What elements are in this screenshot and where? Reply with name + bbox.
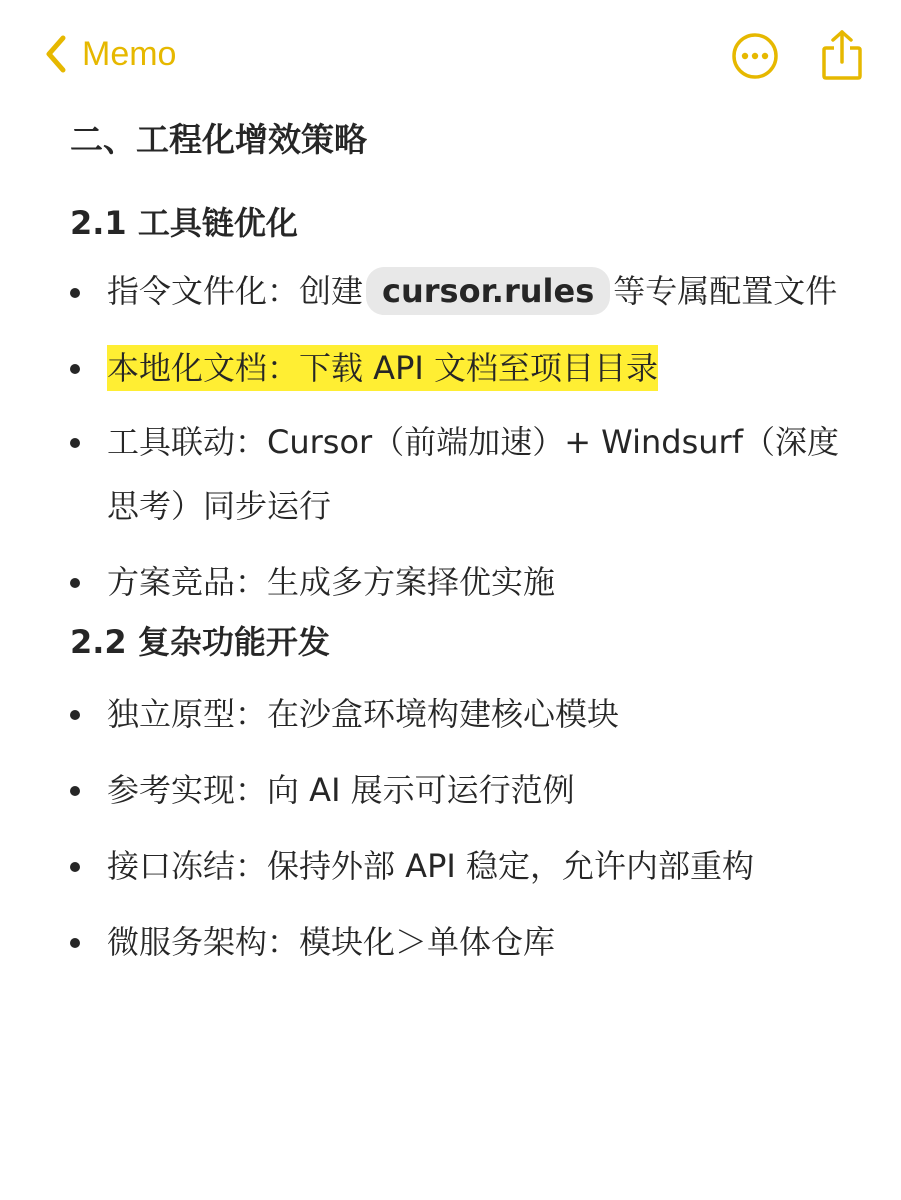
list-item: 指令文件化：创建 cursor.rules 等专属配置文件	[70, 260, 870, 322]
share-button[interactable]	[820, 28, 864, 82]
bullet-icon	[70, 578, 80, 588]
list-item: 独立原型：在沙盒环境构建核心模块	[70, 682, 870, 746]
list-item: 工具联动：Cursor（前端加速）+ Windsurf（深度思考）同步运行	[70, 410, 870, 538]
bullet-icon	[70, 710, 80, 720]
share-icon	[820, 67, 864, 86]
bullet-icon	[70, 862, 80, 872]
inline-code: cursor.rules	[366, 267, 610, 315]
bullet-icon	[70, 288, 80, 298]
bullet-icon	[70, 786, 80, 796]
bullet-list	[70, 260, 870, 614]
ellipsis-circle-icon	[731, 65, 779, 84]
bullet-list	[70, 682, 870, 974]
back-button[interactable]	[44, 28, 176, 80]
list-item: 微服务架构：模块化＞单体仓库	[70, 910, 870, 974]
list-item: 方案竞品：生成多方案择优实施	[70, 550, 870, 614]
navigation-bar	[0, 0, 901, 110]
section-title: 2.1 工具链优化	[70, 204, 298, 242]
bullet-icon	[70, 364, 80, 374]
back-label: Memo	[82, 34, 177, 73]
bullet-icon	[70, 938, 80, 948]
chevron-left-icon	[44, 34, 68, 74]
section-title: 2.2 复杂功能开发	[70, 623, 330, 661]
note-heading: 二、工程化增效策略	[70, 120, 367, 159]
more-options-button[interactable]	[731, 32, 779, 80]
list-item: 参考实现：向 AI 展示可运行范例	[70, 758, 870, 822]
bullet-icon	[70, 438, 80, 448]
list-item	[70, 336, 870, 400]
note-body[interactable]	[70, 112, 870, 974]
highlighted-text: 本地化文档：下载 API 文档至项目目录	[107, 345, 658, 391]
list-item: 接口冻结：保持外部 API 稳定，允许内部重构	[70, 834, 870, 898]
